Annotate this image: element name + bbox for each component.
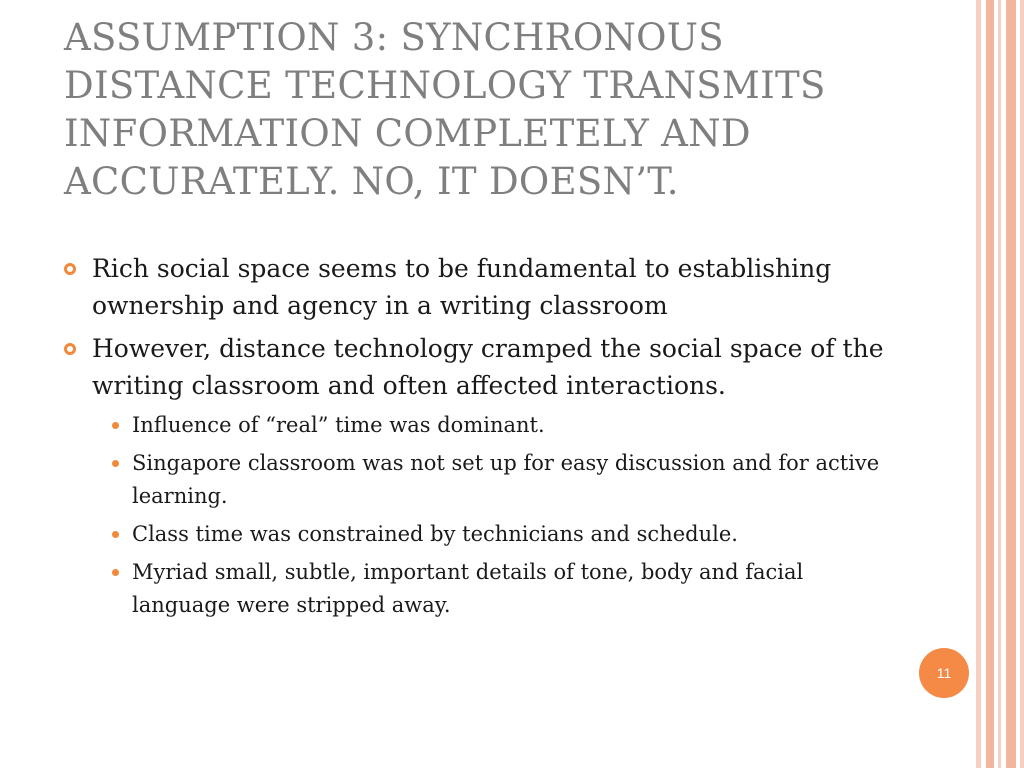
slide-title bbox=[64, 14, 944, 206]
sub-bullet-text: Influence of “real” time was dominant. bbox=[132, 413, 545, 437]
dot-bullet-icon bbox=[112, 531, 119, 538]
title-line: ASSUMPTION 3: SYNCHRONOUS bbox=[64, 16, 724, 59]
sub-bullet-text: Class time was constrained by technicians and schedule. bbox=[132, 522, 738, 546]
bullet-text: However, distance technology cramped the social space of the writing classroom and often affected interactions. bbox=[92, 334, 884, 400]
bullet-item bbox=[64, 250, 894, 324]
bullet-text: Rich social space seems to be fundamental to establishing ownership and agency in a writing classroom bbox=[92, 254, 832, 320]
decorative-stripes bbox=[976, 0, 1024, 768]
sub-bullet-item bbox=[110, 556, 894, 622]
sub-bullet-item bbox=[110, 447, 894, 513]
stripe bbox=[1006, 0, 1016, 768]
bullet-list bbox=[64, 250, 894, 622]
page-number: 11 bbox=[936, 665, 952, 681]
title-line: ACCURATELY. NO, IT DOESN’T. bbox=[64, 160, 679, 203]
slide-body bbox=[64, 250, 894, 628]
ring-bullet-icon bbox=[64, 343, 76, 355]
stripe bbox=[1020, 0, 1024, 768]
dot-bullet-icon bbox=[112, 422, 119, 429]
title-line: DISTANCE TECHNOLOGY TRANSMITS bbox=[64, 64, 826, 107]
bullet-item bbox=[64, 330, 894, 622]
dot-bullet-icon bbox=[112, 460, 119, 467]
stripe bbox=[986, 0, 994, 768]
ring-bullet-icon bbox=[64, 263, 76, 275]
stripe bbox=[998, 0, 1001, 768]
sub-bullet-text: Singapore classroom was not set up for easy discussion and for active learning. bbox=[132, 451, 880, 508]
page-number-badge bbox=[919, 648, 969, 698]
sub-bullet-item bbox=[110, 409, 894, 442]
sub-bullet-list bbox=[92, 409, 894, 622]
stripe bbox=[976, 0, 981, 768]
sub-bullet-item bbox=[110, 518, 894, 551]
dot-bullet-icon bbox=[112, 569, 119, 576]
sub-bullet-text: Myriad small, subtle, important details of tone, body and facial language were stripped away. bbox=[132, 560, 804, 617]
title-line: INFORMATION COMPLETELY AND bbox=[64, 112, 751, 155]
